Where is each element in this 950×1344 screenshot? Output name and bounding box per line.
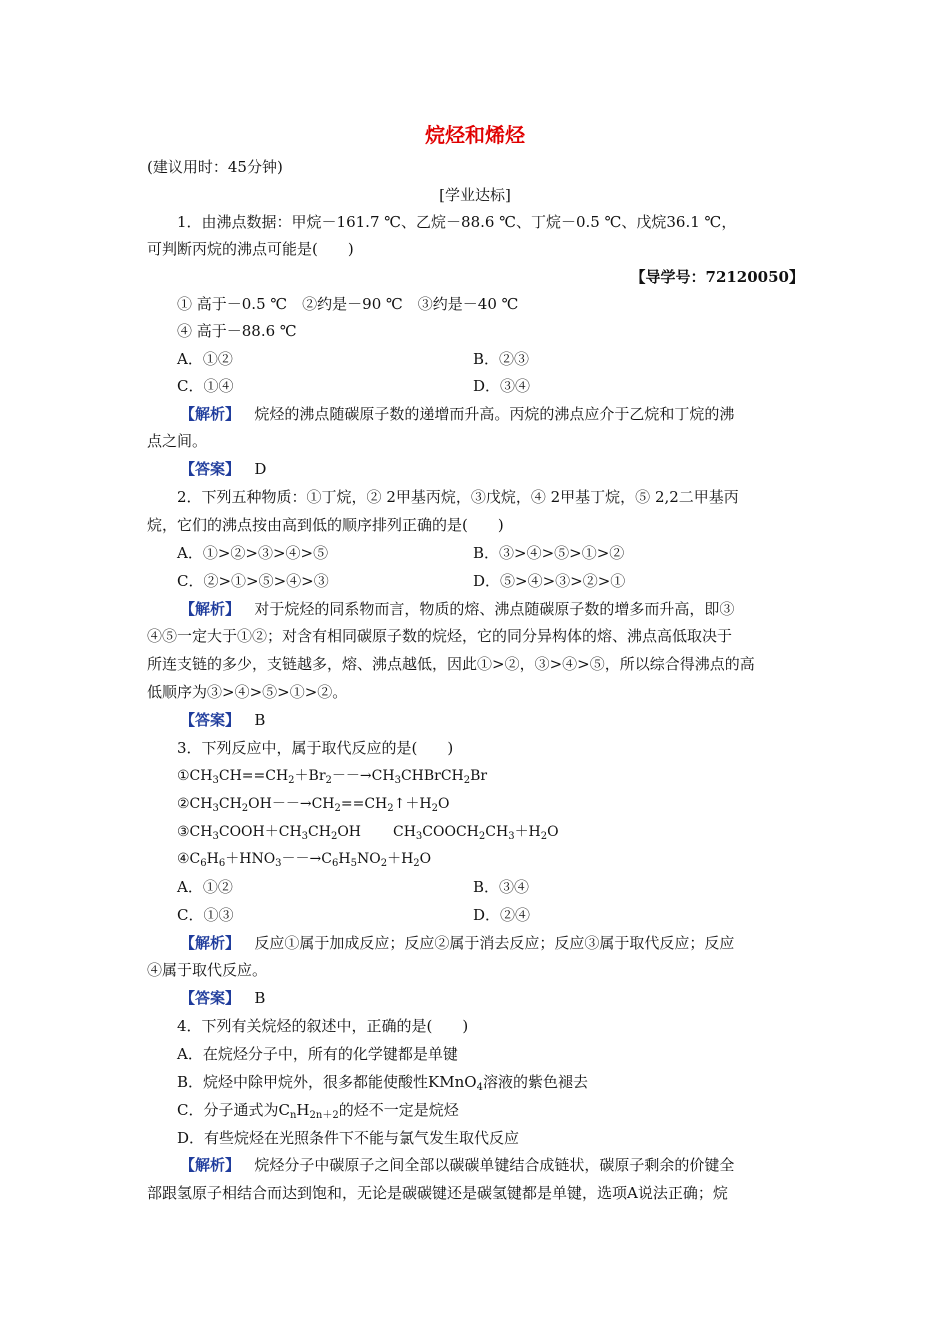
answer-tag: 【答案】 [180, 460, 241, 478]
q2-answer [180, 710, 265, 730]
q2-analysis-line2: ④⑤一定大于①②；对含有相同碳原子数的烷烃，它的同分异构体的熔、沸点高低取决于 [147, 627, 733, 645]
q2-option-c: C．②>①>⑤>④>③ [177, 572, 329, 590]
q1-option-b: B．②③ [473, 350, 530, 368]
q1-guide-number: 【导学号：72120050】 [630, 268, 804, 286]
q2-stem-line1: 2．下列五种物质：①丁烷，② 2甲基丙烷，③戊烷，④ 2甲基丁烷，⑤ 2,2二甲基丙 [177, 488, 739, 506]
analysis-tag: 【解析】 [180, 405, 241, 423]
section-heading: [学业达标] [439, 186, 511, 204]
q2-option-a: A．①>②>③>④>⑤ [177, 544, 329, 562]
q2-answer-value: B [254, 711, 266, 729]
q1-choices-line2: ④ 高于－88.6 ℃ [177, 322, 297, 340]
q3-reaction-4: $④C_6H_6+HNO_3--\to C_6H_5NO_2+H_2O$ [177, 851, 432, 869]
q1-stem-line2: 可判断丙烷的沸点可能是( ) [147, 240, 354, 258]
q1-analysis-line1 [180, 404, 734, 424]
q1-option-a: A．①② [177, 350, 233, 368]
q3-stem: 3．下列反应中，属于取代反应的是( ) [177, 739, 454, 757]
q4-stem: 4．下列有关烷烃的叙述中，正确的是( ) [177, 1017, 469, 1035]
q2-option-d: D．⑤>④>③>②>① [473, 572, 626, 590]
answer-tag: 【答案】 [180, 989, 241, 1007]
answer-tag: 【答案】 [180, 711, 241, 729]
q3-option-c: C．①③ [177, 906, 234, 924]
q3-option-a: A．①② [177, 878, 233, 896]
analysis-tag: 【解析】 [180, 600, 241, 618]
q3-answer-value: B [254, 989, 266, 1007]
q1-analysis-text: 烷烃的沸点随碳原子数的递增而升高。丙烷的沸点应介于乙烷和丁烷的沸 [254, 405, 735, 423]
q3-analysis-line1 [180, 933, 734, 953]
q4-option-c: C．分子通式为$C_nH_{2n+2}$的烃不一定是烷烃 [177, 1101, 459, 1121]
q1-answer-value: D [254, 460, 267, 478]
q3-reaction-2: $②CH_3CH_2OH--\to CH_2==CH_2↑+H_2O$ [177, 796, 450, 814]
q1-option-d: D．③④ [473, 377, 531, 395]
q3-answer [180, 988, 265, 1008]
q2-analysis-text: 对于烷烃的同系物而言，物质的熔、沸点随碳原子数的增多而升高，即③ [254, 600, 735, 618]
q3-option-b: B．③④ [473, 878, 530, 896]
q2-stem-line2: 烷，它们的沸点按由高到低的顺序排列正确的是( ) [147, 516, 504, 534]
q3-option-d: D．②④ [473, 906, 531, 924]
q4-analysis-line1 [180, 1155, 734, 1175]
analysis-tag: 【解析】 [180, 934, 241, 952]
q3-reaction-3-reactants: $③CH_3COOH+CH_3CH_2OH$ [177, 824, 362, 842]
q4-analysis-line2: 部跟氢原子相结合而达到饱和，无论是碳碳键还是碳氢键都是单键，选项A说法正确；烷 [147, 1184, 728, 1202]
page-title: 烷烃和烯烃 [425, 123, 525, 147]
q1-stem-line1: 1．由沸点数据：甲烷－161.7 ℃、乙烷－88.6 ℃、丁烷－0.5 ℃、戊烷36.1 ℃， [177, 213, 737, 231]
suggested-time: (建议用时：45分钟) [147, 158, 283, 176]
q1-answer [180, 459, 266, 479]
q2-option-b: B．③>④>⑤>①>② [473, 544, 625, 562]
q4-option-d: D．有些烷烃在光照条件下不能与氯气发生取代反应 [177, 1129, 520, 1147]
q1-choices-line1: ① 高于－0.5 ℃ ②约是－90 ℃ ③约是－40 ℃ [177, 295, 519, 313]
q4-option-a: A．在烷烃分子中，所有的化学键都是单键 [177, 1045, 458, 1063]
q3-reaction-3-products: $CH_3COOCH_2CH_3+H_2O$ [393, 824, 559, 842]
q2-analysis-line3: 所连支链的多少，支链越多，熔、沸点越低，因此①>②，③>④>⑤，所以综合得沸点的高 [147, 655, 755, 673]
analysis-tag: 【解析】 [180, 1156, 241, 1174]
q1-option-c: C．①④ [177, 377, 234, 395]
q3-reaction-1: $①CH_3CH==CH_2+Br_2--\to CH_3CHBrCH_2Br$ [177, 768, 488, 786]
q3-analysis-line2: ④属于取代反应。 [147, 961, 268, 979]
q2-analysis-line4: 低顺序为③>④>⑤>①>②。 [147, 683, 348, 701]
q2-analysis-line1 [180, 599, 734, 619]
q1-analysis-line2: 点之间。 [147, 432, 208, 450]
q4-option-b: B．烷烃中除甲烷外，很多都能使酸性KMnO$_4$溶液的紫色褪去 [177, 1073, 588, 1093]
q4-analysis-text: 烷烃分子中碳原子之间全部以碳碳单键结合成链状，碳原子剩余的价键全 [254, 1156, 735, 1174]
q3-analysis-text: 反应①属于加成反应；反应②属于消去反应；反应③属于取代反应；反应 [254, 934, 735, 952]
